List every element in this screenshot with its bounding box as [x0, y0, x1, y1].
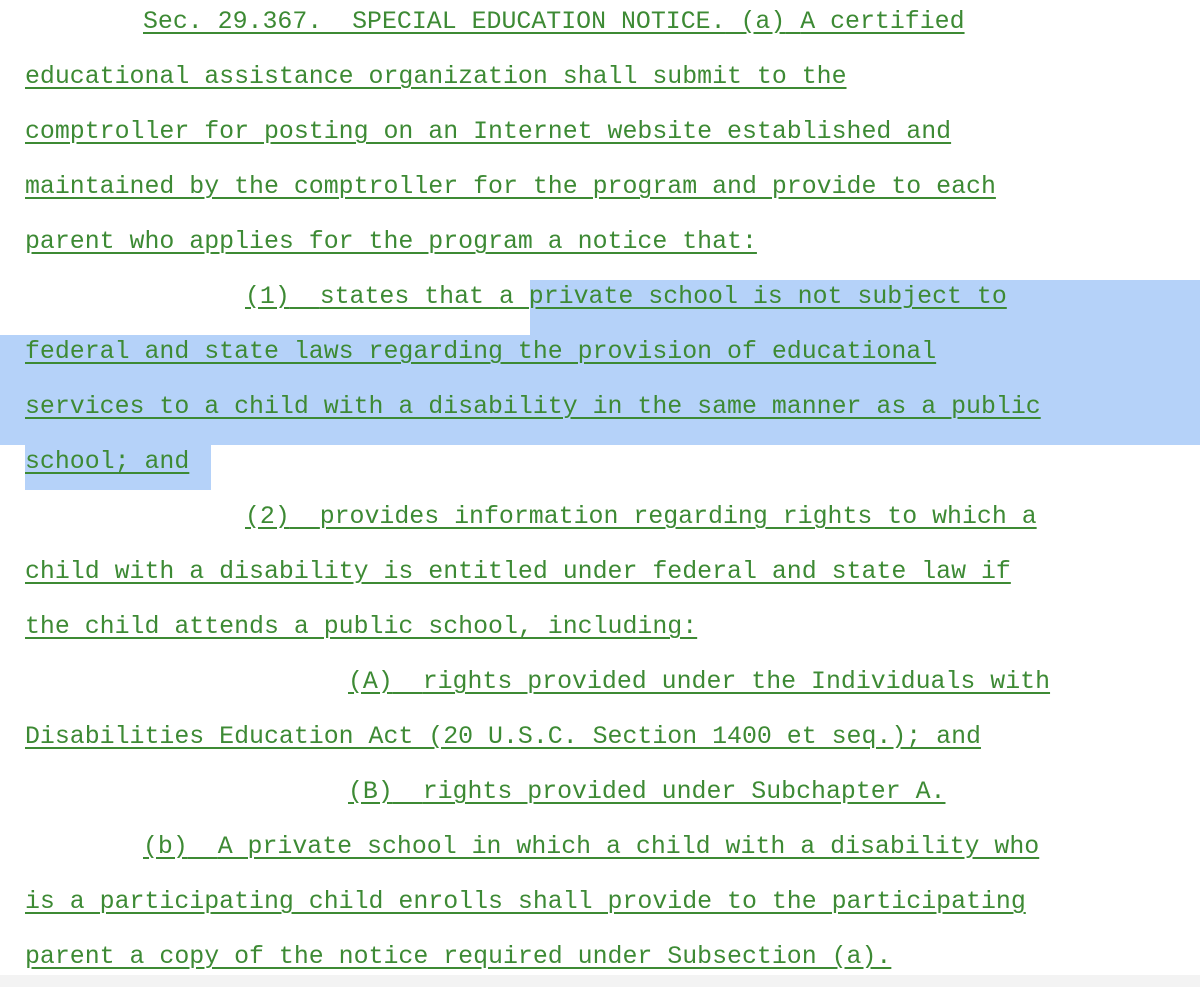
- item-a-text: rights provided under the Individuals with: [422, 668, 1051, 696]
- paragraph-a-label: (a): [740, 8, 786, 36]
- section-heading: Sec. 29.367. SPECIAL EDUCATION NOTICE.: [143, 8, 726, 36]
- selected-text[interactable]: a private school is not subject to: [498, 283, 1007, 311]
- item-b-text: rights provided under Subchapter A.: [422, 778, 946, 806]
- item-1-line: [245, 277, 1007, 317]
- paragraph-a-line: educational assistance organization shall submit to the: [25, 63, 847, 91]
- section-heading-line: [143, 2, 965, 42]
- paragraph-b-line: [143, 827, 1039, 867]
- paragraph-b-label: (b): [143, 833, 188, 861]
- item-a-line: [348, 662, 1050, 702]
- selected-text-line[interactable]: services to a child with a disability in the same manner as a public: [25, 393, 1041, 421]
- paragraph-a-line: maintained by the comptroller for the program and provide to each: [25, 173, 996, 201]
- selected-text-line[interactable]: federal and state laws regarding the provision of educational: [25, 338, 937, 366]
- selected-text-line[interactable]: school; and: [25, 448, 190, 476]
- paragraph-a-line: comptroller for posting on an Internet website established and: [25, 118, 952, 146]
- item-a-line: Disabilities Education Act (20 U.S.C. Section 1400 et seq.); and: [25, 723, 981, 751]
- paragraph-a-line: parent who applies for the program a notice that:: [25, 228, 757, 256]
- item-2-line: [245, 497, 1037, 537]
- item-1-label: (1): [245, 283, 290, 311]
- item-1-lead-text: states that: [319, 283, 499, 311]
- item-b-line: [348, 772, 945, 812]
- item-2-line: the child attends a public school, including:: [25, 613, 698, 641]
- item-2-label: (2): [245, 503, 290, 531]
- item-2-text: provides information regarding rights to which a: [319, 503, 1037, 531]
- paragraph-b-line: parent a copy of the notice required under Subsection (a).: [25, 943, 892, 971]
- paragraph-b-text: A private school in which a child with a disability who: [217, 833, 1040, 861]
- item-2-line: child with a disability is entitled under federal and state law if: [25, 558, 1011, 586]
- item-b-label: (B): [348, 778, 393, 806]
- window-bottom-edge: [0, 975, 1200, 987]
- paragraph-b-line: is a participating child enrolls shall provide to the participating: [25, 888, 1026, 916]
- paragraph-a-text: A certified: [800, 8, 965, 36]
- item-a-label: (A): [348, 668, 393, 696]
